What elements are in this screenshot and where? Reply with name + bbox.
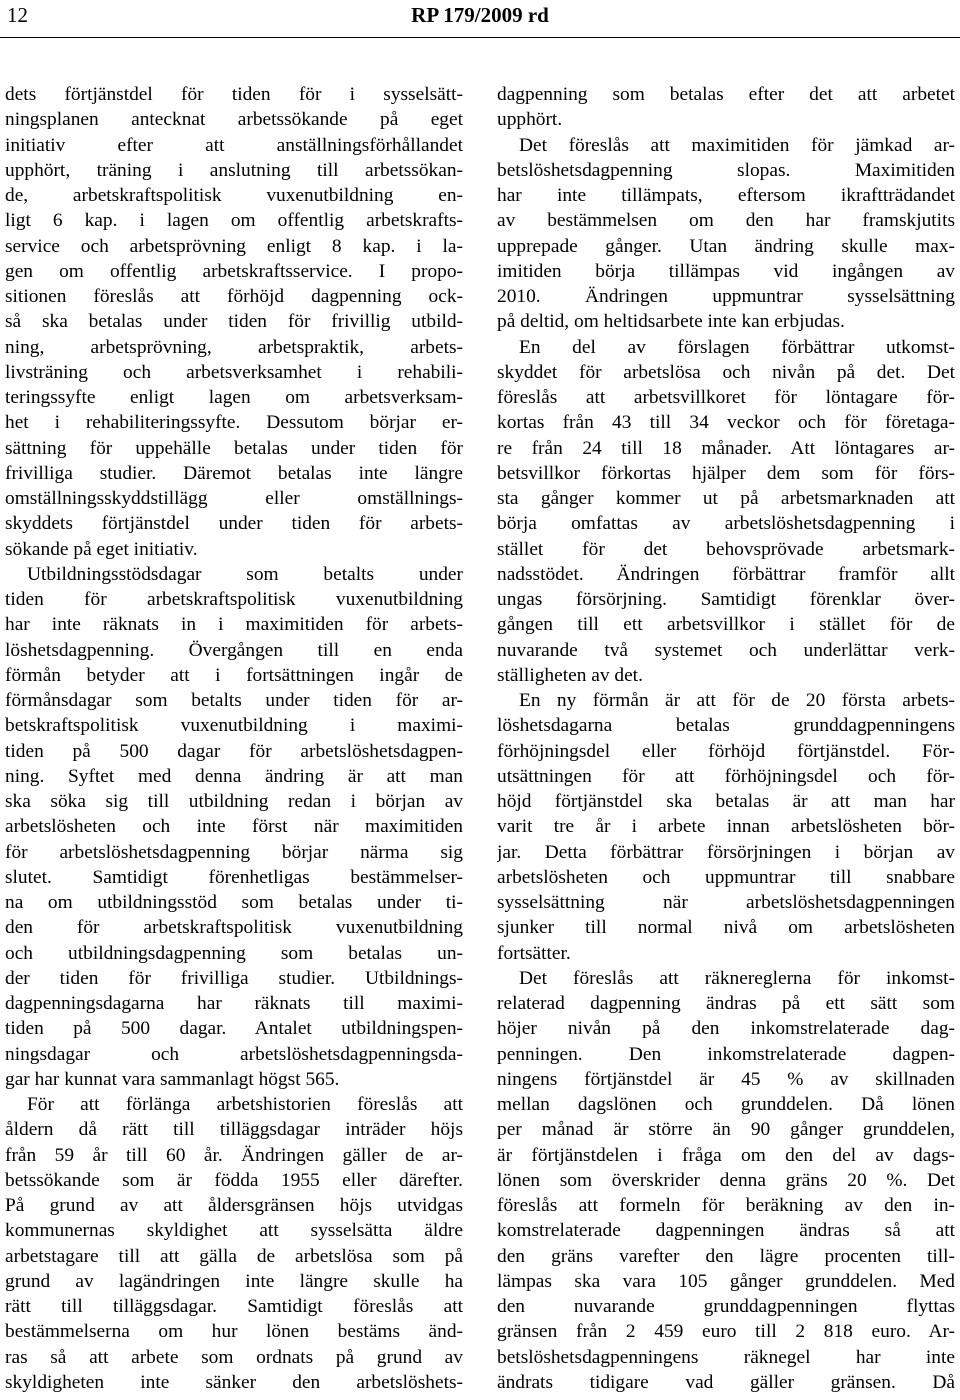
text-line: nadsstödet. Ändringen förbättrar framför allt xyxy=(497,563,955,585)
text-line: omställningsskyddstillägg eller omställnings- xyxy=(5,488,463,509)
text-line: rätt till tilläggsdagar. Samtidigt föreslås att xyxy=(5,1296,463,1317)
text-line: re från 24 till 18 månader. Att löntagares ar- xyxy=(497,437,955,459)
text-line: ras så att arbete som ordnats på grund av xyxy=(5,1346,463,1368)
text-line: sjunker till normal nivå om arbetslösheten xyxy=(497,917,955,939)
header-rule xyxy=(0,37,960,38)
text-line: På grund av att åldersgränsen höjs utvidgas xyxy=(5,1195,463,1216)
text-line: Det föreslås att maximitiden för jämkad ar- xyxy=(519,134,955,156)
text-line: ning. Syftet med denna ändring är att man xyxy=(5,765,463,787)
text-line: för arbetslöshetsdagpenning börjar närma sig xyxy=(5,841,463,863)
text-line: upprepade gånger. Utan ändring skulle max- xyxy=(497,235,955,257)
text-line: sta gånger kommer ut på arbetsmarknaden att xyxy=(497,488,955,509)
text-line: gränsen från 2 459 euro till 2 818 euro. Ar- xyxy=(497,1321,955,1343)
text-line: En del av förslagen förbättrar utkomst- xyxy=(519,336,955,358)
text-line: skyldigheten inte sänker den arbetslöshets- xyxy=(5,1371,463,1393)
text-line: sättning för uppehälle betalas under tiden för xyxy=(5,437,463,459)
page-header xyxy=(0,0,960,40)
text-line: Utbildningsstödsdagar som betalts under xyxy=(27,563,463,585)
text-line: har inte räknats in i maximitiden för arbets- xyxy=(5,614,463,636)
text-line: den gräns varefter den lägre procenten till- xyxy=(497,1245,955,1267)
text-line: tiden på 500 dagar. Antalet utbildningspen- xyxy=(5,1018,463,1040)
text-line: ska söka sig till utbildning redan i början av xyxy=(5,791,463,812)
text-line: betslöshetsdagpenningens räknegel har inte xyxy=(497,1346,955,1368)
text-line: bestämmelserna om hur lönen bestäms änd- xyxy=(5,1321,463,1343)
text-line: arbetslösheten och uppmuntrar till snabbare xyxy=(497,866,955,888)
text-line: föreslås att formeln för beräkning av den in- xyxy=(497,1195,955,1216)
text-line: de, arbetskraftspolitisk vuxenutbildning en- xyxy=(5,185,463,206)
text-line: den nuvarande grunddagpenningen flyttas xyxy=(497,1296,955,1317)
text-line: varit tre år i arbete innan arbetslösheten bör- xyxy=(497,816,955,838)
text-line: dagpenning som betalas efter det att arbetet xyxy=(497,84,955,105)
text-line: sökande på eget initiativ. xyxy=(5,538,198,560)
text-line: ställigheten av det. xyxy=(497,664,643,686)
text-line: lönen som överskrider denna gräns 20 %. Det xyxy=(497,1169,955,1191)
text-line: är förtjänstdelen i fråga om den del av dags- xyxy=(497,1144,955,1166)
text-line: jar. Detta förbättrar försörjningen i början av xyxy=(497,841,955,863)
text-line: gar har kunnat vara sammanlagt högst 565. xyxy=(5,1068,340,1090)
left-text-column xyxy=(5,82,463,1395)
text-line: 2010. Ändringen uppmuntrar sysselsättning xyxy=(497,286,955,307)
text-line: löshetsdagarna betalas grunddagpenningens xyxy=(497,715,955,737)
text-line: tiden för arbetskraftspolitisk vuxenutbildning xyxy=(5,589,463,610)
text-line: stället för det behovsprövade arbetsmark- xyxy=(497,538,955,560)
right-text-column xyxy=(497,82,955,1395)
text-line: börja omfattas av arbetslöshetsdagpenning i xyxy=(497,513,955,535)
text-line: skyddets förtjänstdel under tiden för arbets- xyxy=(5,513,463,535)
text-line: penningen. Den inkomstrelaterade dagpen- xyxy=(497,1043,955,1065)
text-line: åldern då rätt till tilläggsdagar inträder höjs xyxy=(5,1119,463,1141)
text-line: föreslås att arbetsvillkoret för löntagare för- xyxy=(497,387,955,408)
text-line: höjd förtjänstdel ska betalas är att man har xyxy=(497,791,955,812)
text-line: betslöshetsdagpenning slopas. Maximitiden xyxy=(497,159,955,181)
text-line: utsättningen för att förhöjningsdel och för- xyxy=(497,765,955,787)
text-line: har inte tillämpats, eftersom ikraftträdandet xyxy=(497,185,955,206)
text-line: gången till ett arbetsvillkor i stället för de xyxy=(497,614,955,636)
text-line: ändrats tidigare vad gäller gränsen. Då xyxy=(497,1371,955,1393)
text-line: En ny förmån är att för de 20 första arbets- xyxy=(519,690,955,711)
text-line: tiden på 500 dagar för arbetslöshetsdagpen- xyxy=(5,740,463,762)
text-line: löshetsdagpenning. Övergången till en enda xyxy=(5,639,463,661)
text-line: der tiden för frivilliga studier. Utbildnings- xyxy=(5,967,463,989)
text-line: fortsätter. xyxy=(497,942,571,964)
text-line: arbetslösheten och inte först när maximitiden xyxy=(5,816,463,838)
text-line: frivilliga studier. Däremot betalas inte längre xyxy=(5,462,463,484)
text-line: mellan dagslönen och grunddelen. Då lönen xyxy=(497,1094,955,1115)
text-line: den för arbetskraftspolitisk vuxenutbildning xyxy=(5,917,463,939)
text-line: dagpenningsdagarna har räknats till maximi- xyxy=(5,993,463,1014)
text-line: skyddet för arbetslösa och nivån på det. Det xyxy=(497,361,955,383)
text-line: betsvillkor förkortas hjälper dem som för förs- xyxy=(497,462,955,484)
text-line: sitionen föreslås att förhöjd dagpenning ock- xyxy=(5,286,463,307)
text-line: förhöjningsdel eller förhöjd förtjänstdel. För- xyxy=(497,740,955,762)
text-line: dets förtjänstdel för tiden för i sysselsätt- xyxy=(5,84,463,105)
text-line: teringssyfte enligt lagen om arbetsverksam- xyxy=(5,387,463,408)
text-line: och utbildningsdagpenning som betalas un- xyxy=(5,942,463,964)
text-line: livsträning och arbetsverksamhet i rehabili- xyxy=(5,361,463,383)
text-line: grund av lagändringen inte längre skulle ha xyxy=(5,1270,463,1292)
text-line: Det föreslås att räknereglerna för inkomst- xyxy=(519,967,955,989)
text-line: betskraftspolitisk vuxenutbildning i maximi- xyxy=(5,715,463,737)
text-line: ningens förtjänstdel är 45 % av skillnaden xyxy=(497,1068,955,1090)
text-line: relaterad dagpenning ändras på ett sätt som xyxy=(497,993,955,1014)
text-line: lämpas ska vara 105 gånger grunddelen. Med xyxy=(497,1270,955,1292)
text-line: upphört, träning i anslutning till arbetssökan- xyxy=(5,159,463,181)
text-line: ningsdagar och arbetslöshetsdagpenningsda- xyxy=(5,1043,463,1065)
text-line: sysselsättning när arbetslöshetsdagpenningen xyxy=(497,892,955,913)
text-line: på deltid, om heltidsarbete inte kan erbjudas. xyxy=(497,311,845,333)
text-line: initiativ efter att anställningsförhållandet xyxy=(5,134,463,156)
text-line: förmån betyder att i fortsättningen ingår de xyxy=(5,664,463,686)
text-line: För att förlänga arbetshistorien föreslås att xyxy=(27,1094,463,1115)
text-line: per månad är större än 90 gånger grunddelen, xyxy=(497,1119,955,1141)
text-line: kortas från 43 till 34 veckor och för företaga- xyxy=(497,412,955,434)
text-line: från 59 år till 60 år. Ändringen gäller de ar- xyxy=(5,1144,463,1166)
text-line: kommunernas skyldighet att sysselsätta äldre xyxy=(5,1220,463,1242)
document-id: RP 179/2009 rd xyxy=(411,3,549,27)
text-line: nuvarande två systemet och underlättar verk- xyxy=(497,639,955,661)
text-line: av bestämmelsen om den har framskjutits xyxy=(497,210,955,232)
text-line: ning, arbetsprövning, arbetspraktik, arbets- xyxy=(5,336,463,358)
text-line: ungas försörjning. Samtidigt förenklar över- xyxy=(497,589,955,610)
text-line: ningsplanen antecknat arbetssökande på eget xyxy=(5,109,463,131)
text-line: arbetstagare till att gälla de arbetslösa som på xyxy=(5,1245,463,1267)
text-line: förmånsdagar som betalts under tiden för ar- xyxy=(5,690,463,711)
text-line: komstrelaterade dagpenningen ändras så att xyxy=(497,1220,955,1242)
text-line: gen om offentlig arbetskraftsservice. I propo- xyxy=(5,260,463,282)
text-line: het i rehabiliteringssyfte. Dessutom börjar er- xyxy=(5,412,463,434)
text-line: höjer nivån på den inkomstrelaterade dag- xyxy=(497,1018,955,1040)
text-line: service och arbetsprövning enligt 8 kap. i la- xyxy=(5,235,463,257)
text-line: na om utbildningsstöd som betalas under ti- xyxy=(5,892,463,913)
text-line: betssökande som är födda 1955 eller därefter. xyxy=(5,1169,463,1191)
text-line: så ska betalas under tiden för frivillig utbild- xyxy=(5,311,463,333)
text-line: imitiden börja tillämpas vid ingången av xyxy=(497,260,955,282)
text-line: slutet. Samtidigt förenhetligas bestämmelser- xyxy=(5,866,463,888)
page-number: 12 xyxy=(7,3,28,27)
text-line: upphört. xyxy=(497,109,563,131)
text-line: ligt 6 kap. i lagen om offentlig arbetskrafts- xyxy=(5,210,463,232)
